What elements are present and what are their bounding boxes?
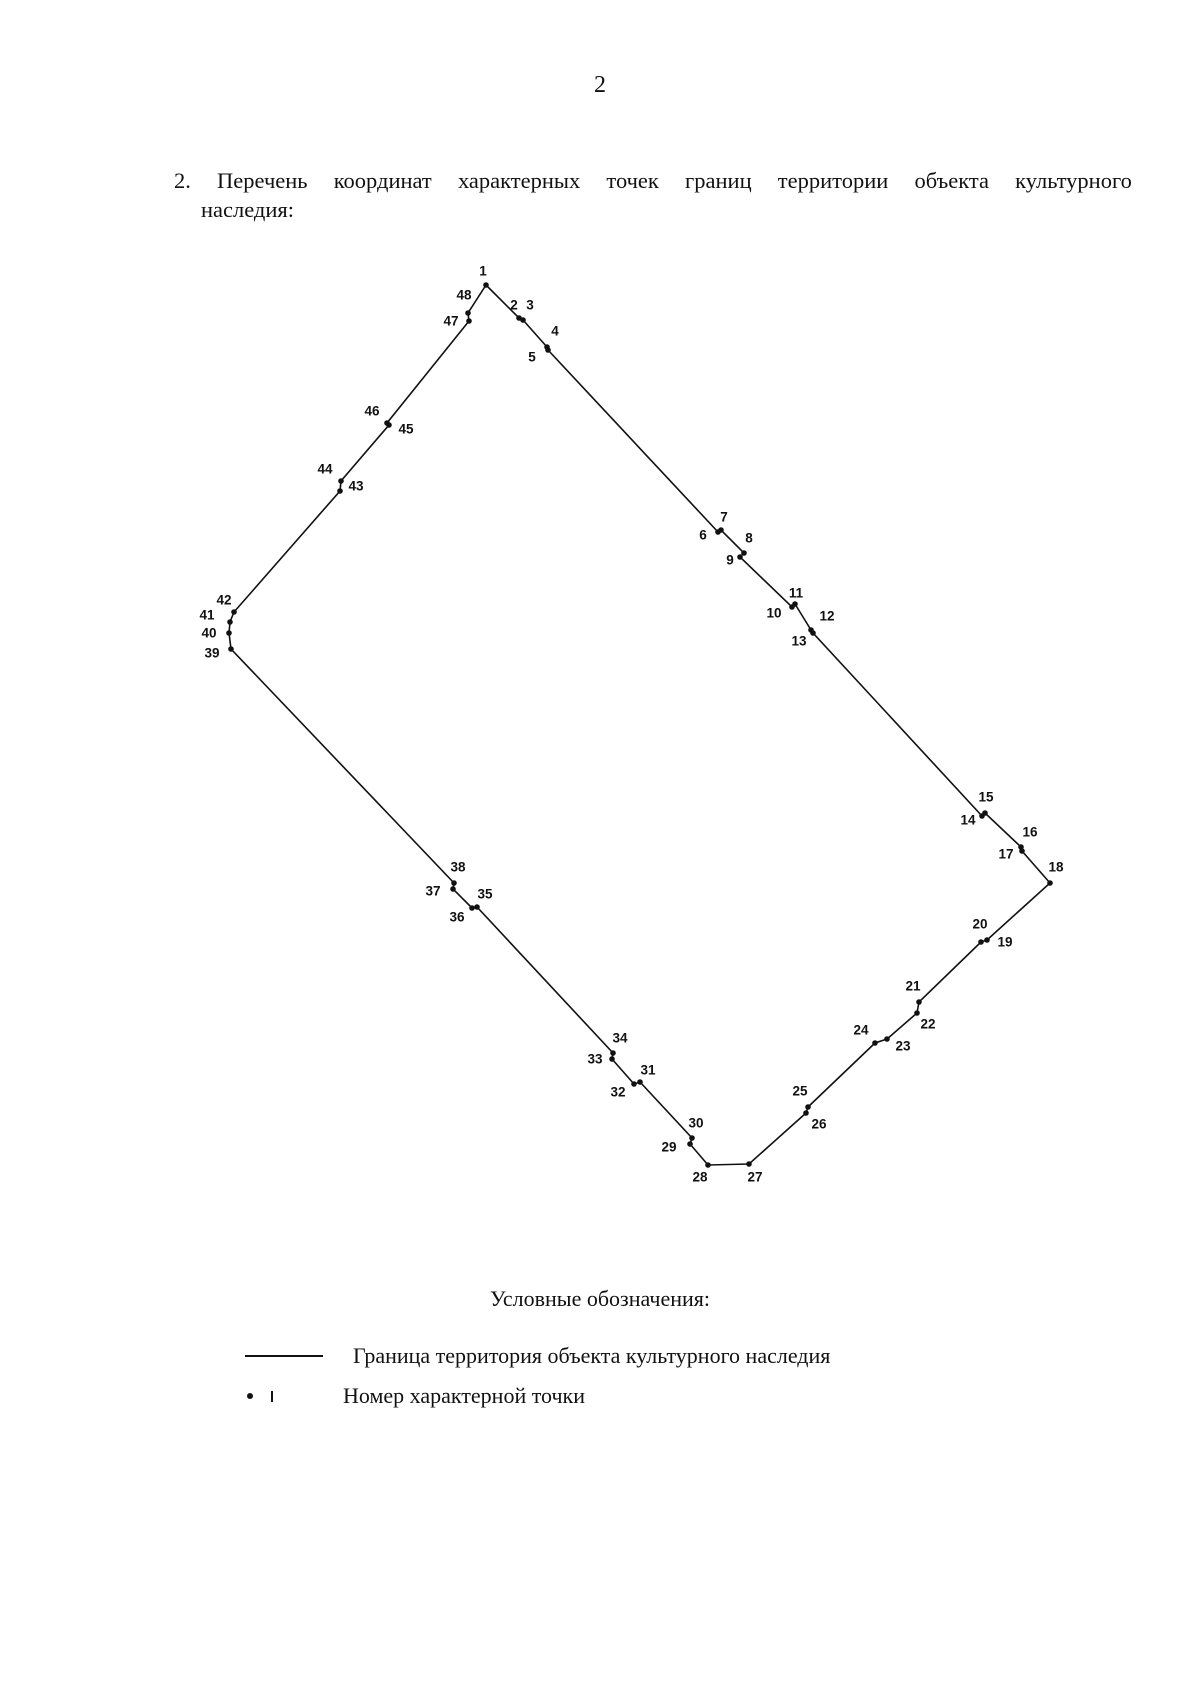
boundary-point-marker (231, 609, 237, 615)
boundary-point-marker (338, 478, 344, 484)
boundary-point-label: 37 (425, 883, 441, 899)
point-number-icon (271, 1391, 273, 1402)
legend-point-item (245, 1383, 585, 1409)
boundary-point-label: 45 (398, 421, 414, 437)
point-labels (199, 264, 1064, 1185)
boundary-point-label: 1 (479, 263, 487, 279)
boundary-point-marker (450, 886, 456, 892)
boundary-point-marker (803, 1110, 809, 1116)
boundary-point-label: 13 (791, 633, 807, 649)
boundary-point-label: 32 (610, 1084, 626, 1100)
boundary-point-marker (466, 318, 472, 324)
page-number: 2 (594, 72, 606, 98)
heading-word: характерных (457, 168, 581, 193)
section-heading-line2: наследия: (201, 197, 295, 222)
boundary-point-marker (1019, 848, 1025, 854)
boundary-point-marker (474, 904, 480, 910)
legend-title: Условные обозначения: (489, 1286, 711, 1311)
heading-word: 2. (174, 168, 191, 193)
boundary-point-marker (914, 1010, 920, 1016)
boundary-point-label: 43 (348, 478, 364, 494)
boundary-point-label: 41 (199, 607, 215, 623)
boundary-point-marker (737, 554, 743, 560)
boundary-point-label: 20 (972, 916, 988, 932)
boundary-point-marker (227, 619, 233, 625)
boundary-point-marker (610, 1050, 616, 1056)
boundary-point-label: 9 (726, 552, 734, 568)
boundary-point-marker (545, 347, 551, 353)
legend-boundary-label: Граница территория объекта культурного наследия (353, 1343, 831, 1368)
boundary-point-label: 36 (449, 909, 465, 925)
boundary-point-label: 16 (1022, 824, 1038, 840)
boundary-point-label: 34 (612, 1030, 628, 1046)
boundary-point-label: 17 (998, 846, 1014, 862)
boundary-point-marker (483, 282, 489, 288)
boundary-point-label: 2 (510, 297, 518, 313)
heading-word: Перечень (217, 168, 308, 193)
boundary-point-marker (746, 1161, 752, 1167)
boundary-point-marker (228, 646, 234, 652)
boundary-point-label: 22 (920, 1016, 936, 1032)
boundary-point-label: 3 (526, 297, 534, 313)
boundary-point-marker (689, 1135, 695, 1141)
heading-word: координат (333, 168, 432, 193)
legend-boundary-item (245, 1343, 830, 1369)
boundary-point-marker (982, 810, 988, 816)
boundary-point-marker (792, 601, 798, 607)
boundary-point-label: 28 (692, 1169, 708, 1185)
boundary-point-label: 19 (997, 934, 1013, 950)
boundary-point-marker (631, 1081, 637, 1087)
boundary-point-label: 31 (640, 1062, 656, 1078)
boundary-point-label: 40 (201, 625, 217, 641)
boundary-point-label: 11 (788, 585, 804, 601)
boundary-point-label: 6 (699, 527, 707, 543)
boundary-point-label: 24 (853, 1022, 869, 1038)
boundary-point-label: 14 (960, 812, 976, 828)
boundary-point-marker (337, 488, 343, 494)
boundary-point-label: 15 (978, 789, 994, 805)
boundary-point-marker (520, 317, 526, 323)
boundary-point-label: 44 (317, 461, 333, 477)
boundary-point-marker (451, 880, 457, 886)
boundary-point-label: 8 (745, 530, 753, 546)
legend-point-label: Номер характерной точки (343, 1383, 585, 1408)
boundary-point-marker (384, 420, 390, 426)
boundary-point-label: 12 (819, 608, 835, 624)
boundary-line (229, 285, 1050, 1165)
boundary-point-marker (226, 630, 232, 636)
boundary-point-label: 38 (450, 859, 466, 875)
boundary-point-marker (805, 1104, 811, 1110)
boundary-point-label: 35 (477, 886, 493, 902)
point-markers (226, 282, 1053, 1168)
boundary-point-label: 47 (443, 313, 459, 329)
boundary-point-marker (465, 310, 471, 316)
heading-word: культурного (1015, 168, 1132, 193)
boundary-point-label: 30 (688, 1115, 704, 1131)
boundary-point-marker (637, 1079, 643, 1085)
boundary-point-marker (469, 905, 475, 911)
boundary-point-label: 42 (216, 592, 232, 608)
point-marker-swatch (245, 1386, 323, 1406)
boundary-point-label: 33 (587, 1051, 603, 1067)
boundary-point-marker (984, 937, 990, 943)
boundary-point-marker (741, 550, 747, 556)
boundary-point-label: 4 (551, 323, 559, 339)
boundary-point-label: 5 (528, 349, 536, 365)
boundary-point-marker (916, 999, 922, 1005)
boundary-point-marker (1047, 880, 1053, 886)
boundary-point-label: 48 (456, 287, 472, 303)
boundary-point-marker (884, 1036, 890, 1042)
heading-word: территории (777, 168, 889, 193)
boundary-point-label: 7 (720, 509, 728, 525)
boundary-point-label: 46 (364, 403, 380, 419)
boundary-point-marker (705, 1162, 711, 1168)
heading-word: границ (685, 168, 752, 193)
boundary-point-marker (978, 939, 984, 945)
heading-word: точек (606, 168, 659, 193)
boundary-point-marker (609, 1056, 615, 1062)
boundary-line-swatch (245, 1355, 323, 1357)
boundary-point-label: 26 (811, 1116, 827, 1132)
boundary-point-label: 39 (204, 645, 220, 661)
boundary-point-marker (810, 630, 816, 636)
boundary-point-marker (718, 527, 724, 533)
boundary-point-label: 25 (792, 1083, 808, 1099)
boundary-point-label: 18 (1048, 859, 1064, 875)
boundary-point-label: 10 (766, 605, 782, 621)
boundary-point-marker (872, 1040, 878, 1046)
boundary-point-marker (687, 1141, 693, 1147)
boundary-point-label: 29 (661, 1139, 677, 1155)
point-dot-icon (247, 1393, 253, 1399)
boundary-point-label: 21 (905, 978, 921, 994)
boundary-point-label: 23 (895, 1038, 911, 1054)
boundary-point-label: 27 (747, 1169, 763, 1185)
heading-word: объекта (914, 168, 989, 193)
